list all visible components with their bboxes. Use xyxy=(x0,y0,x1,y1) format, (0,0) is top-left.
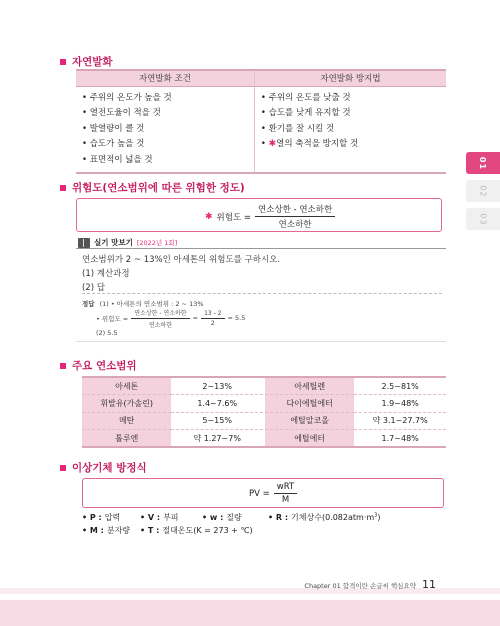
answer-fraction-2 xyxy=(201,310,224,327)
ideal-gas-formula-box xyxy=(82,478,444,508)
answer-block xyxy=(82,298,245,338)
formula-lhs: PV = xyxy=(249,488,270,499)
ideal-gas-formula xyxy=(249,482,297,505)
square-bullet-icon xyxy=(60,185,66,191)
table-row xyxy=(82,430,446,448)
section-title-spontaneous-ignition xyxy=(60,54,113,69)
answer-line2-prefix: • 위험도 = xyxy=(96,314,129,323)
risk-fraction xyxy=(255,203,335,230)
legend-m xyxy=(82,525,130,536)
practice-title: 실기 맛보기 xyxy=(94,238,133,247)
ideal-gas-fraction xyxy=(274,482,297,505)
flammable-range-table xyxy=(82,376,446,448)
legend-desc: 기체상수(0.082atm·m xyxy=(291,513,375,522)
legend-v xyxy=(140,512,179,523)
ignition-table xyxy=(76,69,446,174)
condition-item: • 발열량이 클 것 xyxy=(82,123,145,134)
condition-text: 표면적이 넓을 것 xyxy=(89,154,153,165)
legend-w xyxy=(202,512,242,523)
legend-desc: 부피 xyxy=(163,513,179,522)
condition-item: • 열전도율이 적을 것 xyxy=(82,108,161,118)
legend-symbol: • T : xyxy=(140,526,160,535)
legend-symbol: • w : xyxy=(202,513,224,522)
substance-name: 에틸알코올 xyxy=(265,412,354,430)
practice-year: [2022년 1회] xyxy=(136,239,178,247)
formula-numerator: wRT xyxy=(274,482,297,494)
section-title-risk xyxy=(60,180,245,195)
answer-frac1-den: 연소하한 xyxy=(148,321,173,329)
answer-frac1-num: 연소상한 - 연소하한 xyxy=(131,308,189,319)
header-conditions: 자연발화 조건 xyxy=(76,70,254,86)
condition-text: 습도가 높을 것 xyxy=(89,139,145,149)
table-row xyxy=(82,412,446,430)
condition-item: • 주위의 온도가 높을 것 xyxy=(82,92,172,103)
table-row xyxy=(82,377,446,395)
risk-formula xyxy=(205,203,335,230)
tab-label: 02 xyxy=(478,184,488,198)
prevention-text: 주위의 온도를 낮출 것 xyxy=(268,92,351,103)
prevention-text: 열의 축적을 방지할 것 xyxy=(276,139,359,149)
range-value: 2~13% xyxy=(171,377,263,395)
section-title-ideal-gas xyxy=(60,460,147,475)
prevention-cell xyxy=(254,86,446,173)
section3-title-text: 주요 연소범위 xyxy=(72,360,137,372)
range-value: 5~15% xyxy=(171,412,263,430)
page-footer xyxy=(304,578,436,591)
practice-bottom-line xyxy=(76,341,446,342)
legend-r-tail: ) xyxy=(377,513,381,522)
square-bullet-icon xyxy=(60,59,66,65)
answer-frac2-num: 13 - 2 xyxy=(201,310,224,319)
condition-text: 주위의 온도가 높을 것 xyxy=(89,92,172,103)
square-bullet-icon xyxy=(60,465,66,471)
legend-desc: 압력 xyxy=(104,513,121,522)
legend-t xyxy=(140,525,253,536)
answer-separator xyxy=(82,293,442,294)
chapter-tab-02[interactable] xyxy=(466,180,500,202)
condition-text: 열전도율이 적을 것 xyxy=(89,108,161,118)
section1-title-text: 자연발화 xyxy=(72,56,113,68)
star-icon: ✱ xyxy=(205,211,213,222)
substance-name: 아세틸렌 xyxy=(265,377,354,395)
prevention-item: • 환기를 잘 시킬 것 xyxy=(260,123,335,134)
section-title-flammable-range xyxy=(60,358,137,373)
substance-name: 메탄 xyxy=(82,412,171,430)
substance-name: 톨루엔 xyxy=(82,430,171,448)
substance-name: 아세톤 xyxy=(82,377,171,395)
formula-denominator: 연소하한 xyxy=(278,220,312,230)
range-value: 약 3.1~27.7% xyxy=(354,412,446,430)
range-value: 2.5~81% xyxy=(354,377,446,395)
formula-lhs: 위험도 = xyxy=(216,212,252,223)
range-value: 1.9~48% xyxy=(354,395,446,413)
formula-numerator: 연소상한 - 연소하한 xyxy=(255,203,335,217)
answer-row-2 xyxy=(82,309,245,327)
answer-fraction-1 xyxy=(131,308,189,329)
prevention-item: • 주위의 온도를 낮출 것 xyxy=(260,92,351,103)
practice-question xyxy=(82,253,280,295)
legend-symbol: • R : xyxy=(268,513,289,522)
range-value: 약 1.27~7% xyxy=(171,430,263,448)
question-text: 연소범위가 2 ~ 13%인 아세톤의 위험도를 구하시오. xyxy=(82,255,281,265)
tab-label: 01 xyxy=(478,156,488,170)
section4-title-text: 이상기체 방정식 xyxy=(72,462,147,474)
legend-desc: 분자량 xyxy=(106,526,131,535)
answer-row-3 xyxy=(82,327,245,338)
formula-denominator: M xyxy=(281,495,290,505)
section2-title-text: 위험도(연소범위에 따른 위험한 정도) xyxy=(72,182,245,194)
substance-name: 다이에틸에터 xyxy=(265,395,354,413)
substance-name: 에틸에터 xyxy=(265,430,354,448)
square-bullet-icon xyxy=(60,363,66,369)
answer-line1: (1) • 아세톤의 연소범위 : 2 ~ 13% xyxy=(99,300,204,308)
question-sub1: (1) 계산과정 xyxy=(82,269,130,279)
tab-label: 03 xyxy=(478,212,488,226)
prevention-text: 환기를 잘 시킬 것 xyxy=(268,123,335,134)
prevention-item: • ✱열의 축적을 방지할 것 xyxy=(260,139,359,149)
chapter-tab-03[interactable] xyxy=(466,208,500,230)
star-icon: ✱ xyxy=(268,139,277,149)
legend-symbol: • P : xyxy=(82,513,102,522)
legend-p xyxy=(82,512,120,523)
answer-eq: = xyxy=(192,314,199,322)
condition-item: • 표면적이 넓을 것 xyxy=(82,154,153,165)
prevention-item: • 습도를 낮게 유지할 것 xyxy=(260,108,351,118)
prevention-text: 습도를 낮게 유지할 것 xyxy=(268,108,351,118)
header-prevention: 자연발화 방지법 xyxy=(254,70,446,86)
answer-line3: (2) 5.5 xyxy=(96,328,118,337)
legend-r xyxy=(268,512,380,523)
legend-symbol: • M : xyxy=(82,526,104,535)
chapter-tab-01[interactable] xyxy=(466,152,500,174)
answer-tag: 정답 xyxy=(82,300,95,308)
condition-item: • 습도가 높을 것 xyxy=(82,139,145,149)
legend-symbol: • V : xyxy=(140,513,161,522)
page-number: 11 xyxy=(422,578,436,591)
bottom-band xyxy=(0,600,500,626)
range-value: 1.7~48% xyxy=(354,430,446,448)
book-icon xyxy=(78,238,90,248)
legend-desc: 질량 xyxy=(226,513,242,522)
conditions-cell xyxy=(76,86,254,173)
footer-chapter: Chapter 01 합격이란 손글씨 핵심요약 xyxy=(304,582,416,590)
condition-text: 발열량이 클 것 xyxy=(89,123,145,134)
answer-result: = 5.5 xyxy=(227,314,246,322)
substance-name: 휘발유(가솔린) xyxy=(82,395,171,413)
risk-formula-box xyxy=(76,198,442,232)
practice-label xyxy=(78,237,177,248)
table-row xyxy=(82,395,446,413)
question-sub2: (2) 답 xyxy=(82,283,105,293)
answer-frac2-den: 2 xyxy=(210,319,215,327)
practice-divider xyxy=(76,248,446,249)
legend-r-superscript: 3 xyxy=(374,512,378,519)
range-value: 1.4~7.6% xyxy=(171,395,263,413)
legend-desc: 절대온도(K = 273 + ℃) xyxy=(162,526,253,535)
